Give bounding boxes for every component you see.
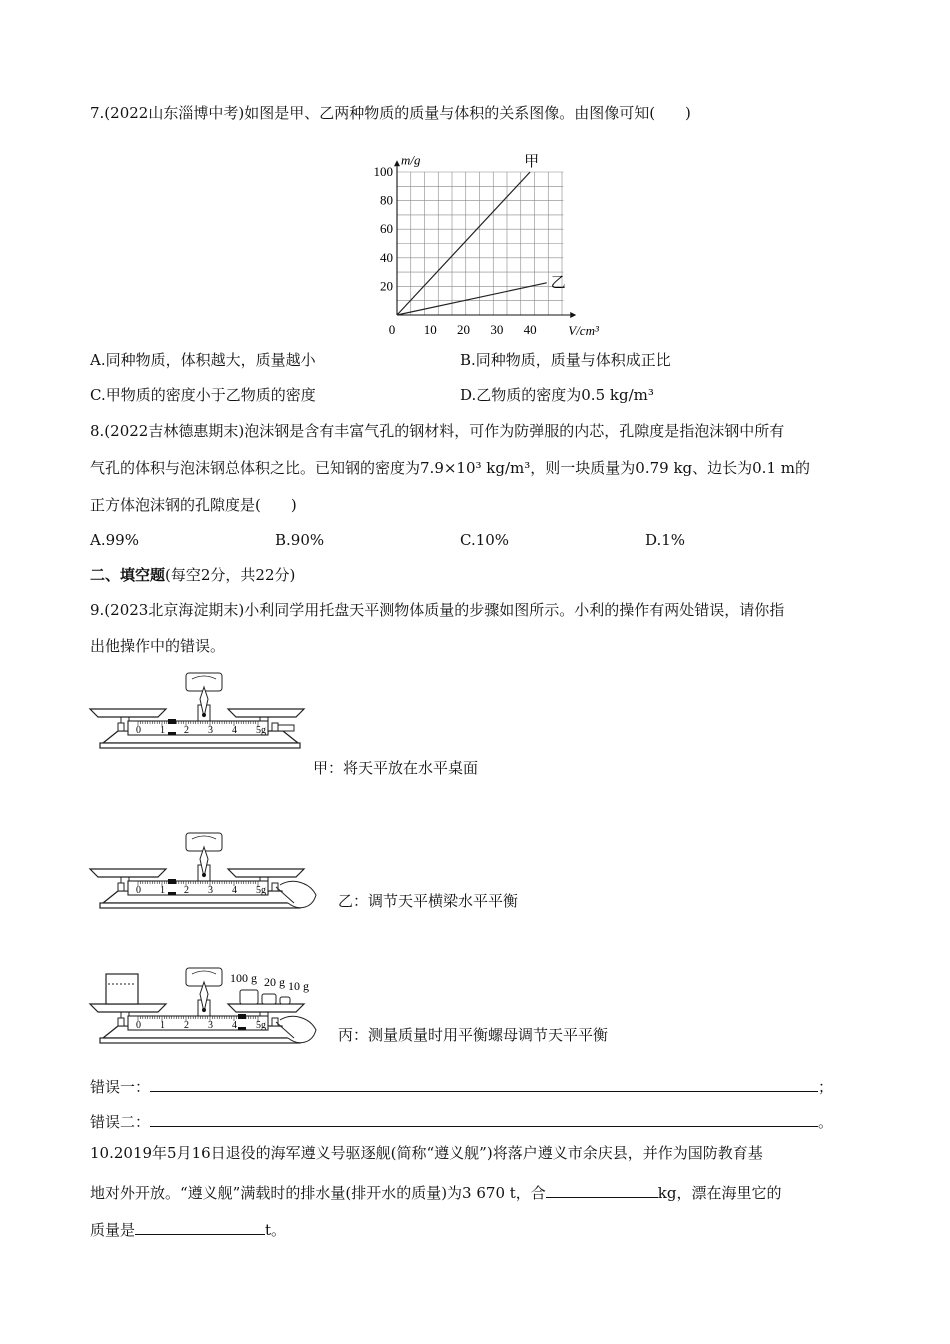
- right-pan: [228, 869, 304, 877]
- x-axis-arrow: [570, 312, 576, 318]
- rider: [168, 879, 176, 884]
- q8-line-2: 气孔的体积与泡沫钢总体积之比。已知钢的密度为7.9×10³ kg/m³，则一块质量为0.79 kg、边长为0.1 m的: [90, 459, 810, 477]
- q10-line-3: [90, 1218, 286, 1240]
- rider-bottom: [168, 892, 176, 895]
- rider: [168, 719, 176, 724]
- series-label-jia: 甲: [524, 154, 540, 170]
- weight-label-10g: 10 g: [288, 979, 309, 993]
- scale-label: 4: [232, 885, 237, 896]
- y-tick-label: 60: [380, 221, 393, 237]
- scale-label: 3: [208, 725, 213, 736]
- scale-label: 1: [160, 725, 165, 736]
- balance-base-foot: [100, 903, 300, 908]
- right-nut: [272, 1018, 278, 1026]
- balance-figure-jia: [88, 665, 328, 755]
- q10-line-2: [90, 1181, 782, 1203]
- rider-bottom: [238, 1027, 246, 1030]
- y-tick-label: 40: [380, 249, 393, 265]
- scale-label: 1: [160, 1020, 165, 1031]
- section-heading: [90, 565, 295, 585]
- scale-label: 5g: [256, 725, 266, 736]
- chart-series: [397, 153, 566, 315]
- section-title: 二、填空题: [90, 566, 166, 584]
- kg-blank[interactable]: [546, 1181, 658, 1198]
- x-axis-label: V/cm³: [568, 323, 599, 336]
- scale-label: 4: [232, 725, 237, 736]
- right-pan: [228, 709, 304, 717]
- left-pan: [90, 1004, 166, 1012]
- q8-line-1: 8.(2022吉林德惠期末)泡沫钢是含有丰富气孔的钢材料，可作为防弹服的内芯，孔隙度是指泡沫钢中所有: [90, 422, 785, 440]
- q7-option-c[interactable]: C.甲物质的密度小于乙物质的密度: [90, 386, 316, 404]
- q8-option-d[interactable]: D.1%: [645, 531, 686, 549]
- chart-grid: [397, 172, 563, 315]
- error-one-row: [90, 1075, 833, 1097]
- error-one-blank[interactable]: [150, 1075, 818, 1092]
- left-nut: [118, 723, 124, 731]
- y-tick-label: 20: [380, 278, 393, 294]
- section-note: (每空2分，共22分): [165, 566, 296, 584]
- error-two-label: 错误二：: [90, 1113, 151, 1131]
- right-pan: [228, 1004, 304, 1012]
- error-two-end: 。: [818, 1113, 834, 1131]
- caption-yi: 乙：调节天平横梁水平平衡: [338, 892, 519, 910]
- weight-10g: [280, 997, 290, 1004]
- scale-label: 0: [136, 725, 141, 736]
- left-nut: [118, 1018, 124, 1026]
- left-pan: [90, 709, 166, 717]
- q9-line-1: 9.(2023北京海淀期末)小利同学用托盘天平测物体质量的步骤如图所示。小利的操作有两处错误，请你指: [90, 601, 785, 619]
- q8-option-c[interactable]: C.10%: [460, 531, 510, 549]
- q10-line-3-a: 质量是: [90, 1221, 136, 1239]
- scale-label: 5g: [256, 1020, 266, 1031]
- scale-label: 2: [184, 725, 189, 736]
- scale-label: 5g: [256, 885, 266, 896]
- right-nut: [272, 723, 278, 731]
- balance-base-foot: [100, 743, 300, 748]
- q10-line-2-a: 地对外开放。“遵义舰”满载时的排水量(排开水的质量)为3 670 t，合: [90, 1184, 546, 1202]
- weight-100g: [240, 990, 258, 1004]
- scale-label: 3: [208, 885, 213, 896]
- balance-drawing: [90, 968, 316, 1043]
- error-two-blank[interactable]: [150, 1110, 818, 1127]
- q10-line-3-b: t。: [265, 1221, 287, 1239]
- t-blank[interactable]: [135, 1218, 265, 1235]
- scale-label: 1: [160, 885, 165, 896]
- mass-volume-chart: [360, 128, 600, 336]
- x-tick-label: 0: [388, 322, 396, 336]
- y-tick-label: 80: [380, 192, 393, 208]
- caption-jia: 甲：将天平放在水平桌面: [313, 759, 479, 777]
- chart-ticks: [374, 164, 537, 336]
- left-nut: [118, 883, 124, 891]
- error-one-end: ；: [818, 1078, 834, 1096]
- q8-option-b[interactable]: B.90%: [275, 531, 325, 549]
- series-label-yi: 乙: [550, 274, 566, 291]
- balance-drawing: [90, 673, 304, 748]
- error-one-label: 错误一：: [90, 1078, 151, 1096]
- q8-option-a[interactable]: A.99%: [90, 531, 139, 549]
- beaker: [106, 974, 138, 1004]
- scale-label: 0: [136, 885, 141, 896]
- balance-base-foot: [100, 1038, 300, 1043]
- q9-line-2: 出他操作中的错误。: [90, 637, 226, 655]
- balance-figure-bing: [88, 930, 328, 1050]
- q10-line-1: 10.2019年5月16日退役的海军遵义号驱逐舰(简称“遵义舰”)将落户遵义市余庆县，并作为国防教育基: [90, 1144, 763, 1162]
- balance-figure-yi: [88, 795, 328, 915]
- scale-label: 4: [232, 1020, 237, 1031]
- y-tick-label: 100: [373, 164, 393, 179]
- pointer-pivot: [202, 713, 206, 717]
- scale-label: 2: [184, 885, 189, 896]
- q7-option-d[interactable]: D.乙物质的密度为0.5 kg/m³: [460, 386, 654, 404]
- left-pan: [90, 869, 166, 877]
- q7-option-b[interactable]: B.同种物质，质量与体积成正比: [460, 351, 671, 369]
- pointer-pivot: [202, 873, 206, 877]
- rider-bottom: [168, 732, 176, 735]
- weight-label-100g: 100 g: [230, 971, 257, 985]
- right-nut: [272, 883, 278, 891]
- scale-label: 3: [208, 1020, 213, 1031]
- balance-drawing: [90, 833, 316, 908]
- y-axis-label: m/g: [401, 152, 421, 168]
- q8-line-3: 正方体泡沫钢的孔隙度是( ): [90, 496, 297, 514]
- x-tick-label: 30: [490, 322, 504, 336]
- weight-20g: [262, 994, 276, 1004]
- q7-option-a[interactable]: A.同种物质，体积越大，质量越小: [90, 351, 316, 369]
- scale-label: 0: [136, 1020, 141, 1031]
- series-line-yi: [397, 283, 547, 315]
- caption-bing: 丙：测量质量时用平衡螺母调节天平平衡: [338, 1026, 609, 1044]
- q10-line-2-b: kg，漂在海里它的: [657, 1184, 782, 1202]
- scale-label: 2: [184, 1020, 189, 1031]
- x-tick-label: 40: [523, 322, 537, 336]
- weight-label-20g: 20 g: [264, 975, 285, 989]
- pointer-pivot: [202, 1008, 206, 1012]
- rider: [238, 1014, 246, 1019]
- x-tick-label: 10: [423, 322, 437, 336]
- q7-stem: 7.(2022山东淄博中考)如图是甲、乙两种物质的质量与体积的关系图像。由图像可知( ): [90, 104, 691, 122]
- error-two-row: [90, 1110, 833, 1132]
- x-tick-label: 20: [457, 322, 471, 336]
- adjust-screw: [278, 725, 294, 731]
- y-axis-arrow: [394, 160, 400, 166]
